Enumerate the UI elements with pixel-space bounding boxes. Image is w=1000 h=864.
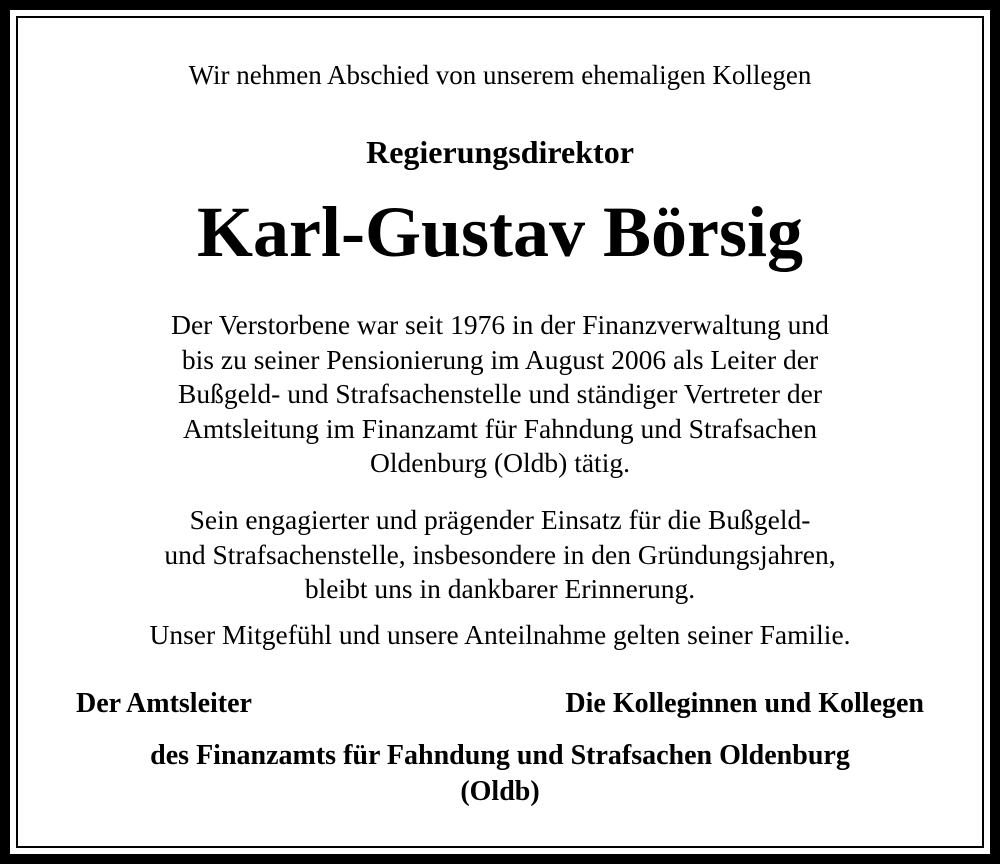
- obituary-notice: [20, 20, 980, 844]
- paragraph-line: Amtsleitung im Finanzamt für Fahndung und Strafsachen: [183, 412, 817, 444]
- rank-title: Regierungsdirektor: [366, 134, 634, 170]
- paragraph-line: Sein engagierter und prägender Einsatz für die Bußgeld-: [189, 504, 811, 535]
- office-name-line: des Finanzamts für Fahndung und Strafsachen Oldenburg: [150, 740, 850, 771]
- tribute-paragraph: [20, 503, 980, 607]
- paragraph-line: Der Verstorbene war seit 1976 in der Finanzverwaltung und: [171, 309, 829, 340]
- paragraph-line: bleibt uns in dankbarer Erinnerung.: [304, 573, 696, 604]
- signature-office: [20, 738, 980, 810]
- paragraph-line: Unser Mitgefühl und unsere Anteilnahme gelten seiner Familie.: [149, 619, 851, 650]
- paragraph-line: Bußgeld- und Strafsachenstelle und ständiger Vertreter der: [177, 378, 822, 409]
- paragraph-line: Oldenburg (Oldb) tätig.: [370, 447, 630, 478]
- signature-colleagues: Die Kolleginnen und Kollegen: [565, 688, 924, 719]
- paragraph-line: und Strafsachenstelle, insbesondere in den Gründungsjahren,: [164, 538, 836, 570]
- career-paragraph: [20, 308, 980, 481]
- signature-head-of-office: Der Amtsleiter: [76, 688, 252, 719]
- deceased-name: Karl-Gustav Börsig: [197, 192, 803, 272]
- office-name-line: (Oldb): [460, 776, 540, 807]
- intro-line: Wir nehmen Abschied von unserem ehemaligen Kollegen: [188, 60, 812, 90]
- paragraph-line: bis zu seiner Pensionierung im August 2006 als Leiter der: [181, 343, 819, 375]
- condolence-paragraph: [20, 618, 980, 653]
